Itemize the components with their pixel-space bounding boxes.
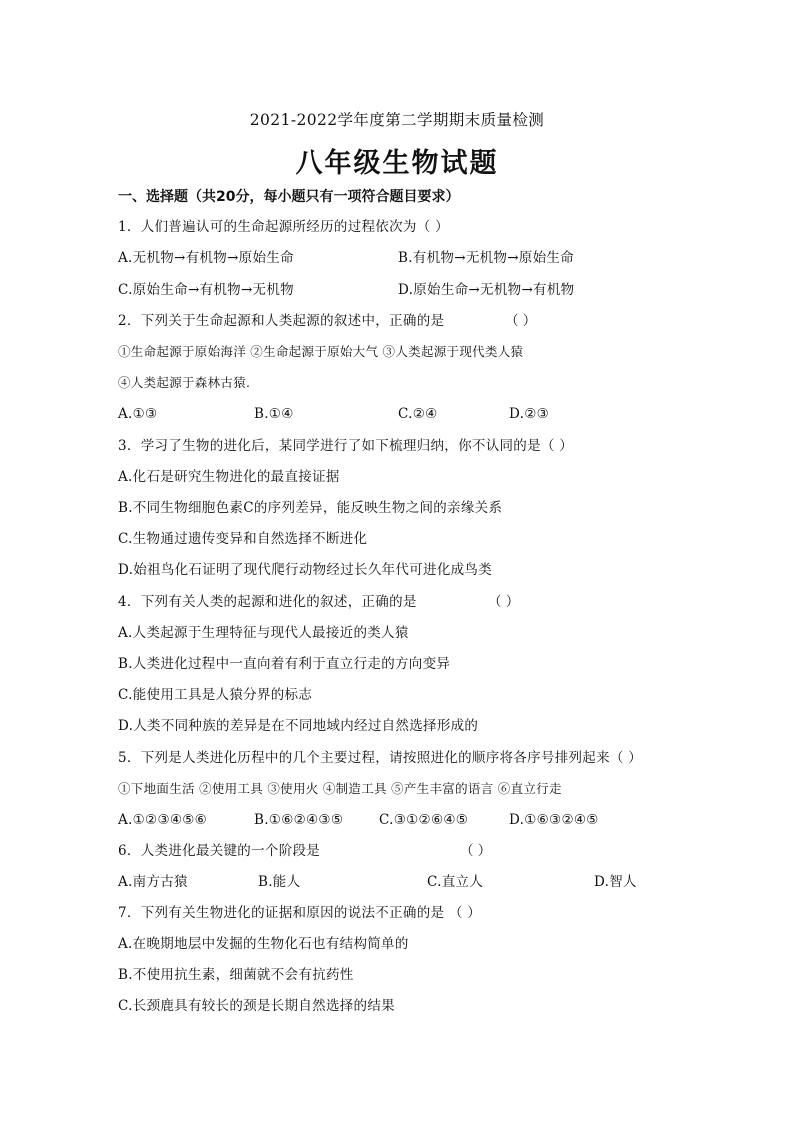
question-7-option-c: C.长颈鹿具有较长的颈是长期自然选择的结果	[118, 998, 395, 1014]
question-4-option-c: C.能使用工具是人猿分界的标志	[118, 687, 313, 703]
question-4-option-b: B.人类进化过程中一直向着有利于直立行走的方向变异	[118, 656, 451, 672]
question-2-option-c: C.②④	[398, 406, 438, 422]
question-6-option-d: D.智人	[594, 874, 637, 890]
question-2-answer-paren: （ ）	[505, 313, 537, 329]
question-5-stem: 5．下列是人类进化历程中的几个主要过程，请按照进化的顺序将各序号排列起来（ ）	[118, 750, 643, 766]
exam-title: 八年级生物试题	[295, 148, 499, 179]
question-6-stem: 6．人类进化最关键的一个阶段是	[118, 843, 321, 859]
question-4-option-d: D.人类不同种族的差异是在不同地域内经过自然选择形成的	[118, 718, 479, 734]
question-4-answer-paren: （ ）	[488, 594, 520, 610]
question-6-option-a: A.南方古猿	[118, 874, 188, 890]
question-7-option-a: A.在晚期地层中发掘的生物化石也有结构简单的	[118, 936, 409, 952]
question-2-statement-2: ④人类起源于森林古猿.	[118, 375, 251, 390]
question-5-option-d: D.①⑥③②④⑤	[509, 812, 599, 828]
question-4-stem: 4．下列有关人类的起源和进化的叙述，正确的是	[118, 594, 417, 610]
question-3-option-d: D.始祖鸟化石证明了现代爬行动物经过长久年代可进化成鸟类	[118, 562, 493, 578]
question-3-option-b: B.不同生物细胞色素C的序列差异，能反映生物之间的亲缘关系	[118, 500, 503, 516]
question-1-stem: 1．人们普遍认可的生命起源所经历的过程依次为（ ）	[118, 219, 449, 235]
question-5-statement: ①下地面生活 ②使用工具 ③使用火 ④制造工具 ⑤产生丰富的语言 ⑥直立行走	[118, 781, 562, 796]
question-7-option-b: B.不使用抗生素，细菌就不会有抗药性	[118, 967, 354, 983]
question-2-option-d: D.②③	[509, 406, 550, 422]
question-2-stem: 2．下列关于生命起源和人类起源的叙述中，正确的是	[118, 313, 445, 329]
question-1-option-b: B.有机物→无机物→原始生命	[398, 250, 575, 266]
question-2-option-b: B.①④	[254, 406, 294, 422]
question-2-statement-1: ①生命起源于原始海洋 ②生命起源于原始大气 ③人类起源于现代类人猿	[118, 344, 524, 359]
section-heading: 一、选择题（共20分，每小题只有一项符合题目要求）	[118, 189, 460, 205]
question-5-option-a: A.①②③④⑤⑥	[118, 812, 208, 828]
question-6-answer-paren: （ ）	[460, 843, 492, 859]
question-2-option-a: A.①③	[118, 406, 158, 422]
exam-subtitle: 2021-2022学年度第二学期期末质量检测	[249, 111, 545, 129]
question-3-option-c: C.生物通过遗传变异和自然选择不断进化	[118, 531, 368, 547]
question-5-option-b: B.①⑥②④③⑤	[254, 812, 344, 828]
question-6-option-c: C.直立人	[427, 874, 484, 890]
question-7-stem: 7．下列有关生物进化的证据和原因的说法不正确的是 （ ）	[118, 905, 482, 921]
question-1-option-c: C.原始生命→有机物→无机物	[118, 282, 294, 298]
question-4-option-a: A.人类起源于生理特征与现代人最接近的类人猿	[118, 625, 409, 641]
question-6-option-b: B.能人	[258, 874, 301, 890]
question-5-option-c: C.③①②⑥④⑤	[379, 812, 469, 828]
question-1-option-d: D.原始生命→无机物→有机物	[398, 282, 575, 298]
question-3-stem: 3．学习了生物的进化后，某同学进行了如下梳理归纳，你不认同的是（ ）	[118, 438, 574, 454]
question-3-option-a: A.化石是研究生物进化的最直接证据	[118, 469, 340, 485]
question-1-option-a: A.无机物→有机物→原始生命	[118, 250, 294, 266]
